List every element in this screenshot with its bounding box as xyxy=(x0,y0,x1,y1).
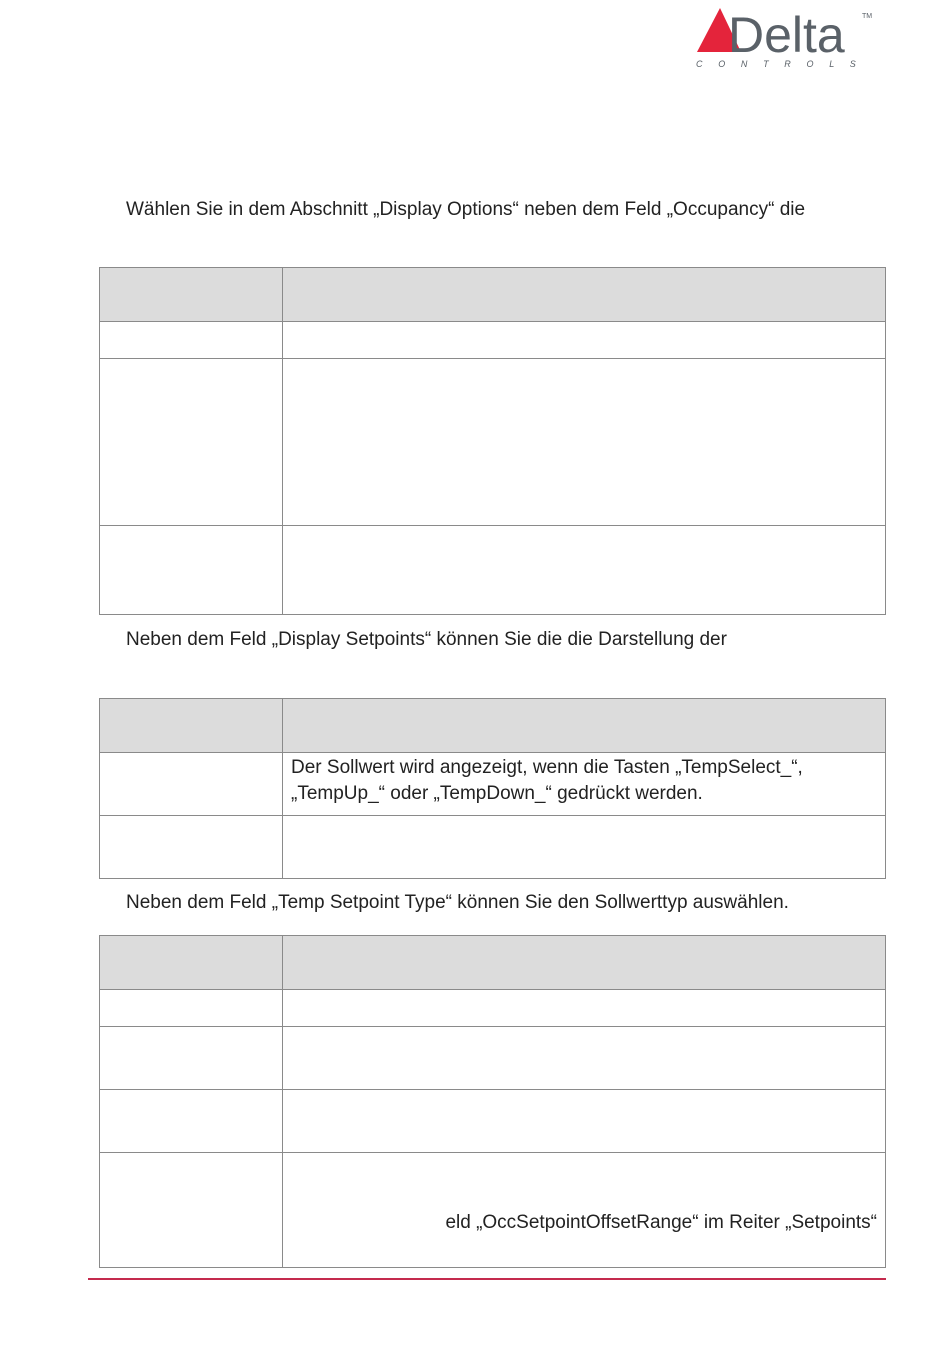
table-cell xyxy=(283,1153,886,1268)
table-cell: Der Sollwert wird angezeigt, wenn die Tasten „TempSelect_“, „TempUp_“ oder „TempDown_“ gedrückt werden. xyxy=(283,753,886,816)
table-cell xyxy=(283,322,886,359)
temp-setpoint-type-table xyxy=(99,935,886,1268)
table-cell xyxy=(100,753,283,816)
table-header-row xyxy=(100,699,886,753)
table-cell-text-fragment: eld „OccSetpointOffsetRange“ im Reiter „Setpoints“ xyxy=(445,1212,877,1233)
table-cell xyxy=(283,1027,886,1090)
paragraph-occupancy: Wählen Sie in dem Abschnitt „Display Options“ neben dem Feld „Occupancy“ die xyxy=(126,199,806,220)
table-row xyxy=(100,526,886,615)
table-header-cell xyxy=(283,699,886,753)
table-header-cell xyxy=(100,936,283,990)
table-row xyxy=(100,753,886,816)
logo-trademark: TM xyxy=(862,13,873,20)
table-header-cell xyxy=(100,699,283,753)
table-header-cell xyxy=(283,268,886,322)
logo-subtitle: C O N T R O L S xyxy=(696,59,863,69)
table-row xyxy=(100,359,886,526)
logo-wordmark: Delta xyxy=(728,7,845,63)
table-cell xyxy=(100,1153,283,1268)
delta-controls-logo xyxy=(694,6,874,70)
table-row xyxy=(100,1090,886,1153)
occupancy-options-table xyxy=(99,267,886,615)
table-cell xyxy=(283,359,886,526)
display-setpoints-table xyxy=(99,698,886,879)
table-header-cell xyxy=(100,268,283,322)
table-row xyxy=(100,322,886,359)
table-cell xyxy=(100,322,283,359)
table-row xyxy=(100,990,886,1027)
table-cell xyxy=(283,816,886,879)
table-header-row xyxy=(100,936,886,990)
paragraph-display-setpoints: Neben dem Feld „Display Setpoints“ können Sie die die Darstellung der xyxy=(126,629,727,650)
table-cell xyxy=(283,526,886,615)
table-cell xyxy=(100,1090,283,1153)
table-row xyxy=(100,816,886,879)
table-row xyxy=(100,1027,886,1090)
footer-rule xyxy=(88,1278,886,1280)
table-cell xyxy=(100,526,283,615)
table-row xyxy=(100,1153,886,1268)
table-header-cell xyxy=(283,936,886,990)
table-cell xyxy=(100,816,283,879)
table-cell xyxy=(283,990,886,1027)
table-cell xyxy=(100,1027,283,1090)
table-header-row xyxy=(100,268,886,322)
paragraph-temp-setpoint-type: Neben dem Feld „Temp Setpoint Type“ können Sie den Sollwerttyp auswählen. xyxy=(126,892,789,913)
table-cell xyxy=(100,359,283,526)
table-cell xyxy=(100,990,283,1027)
table-cell xyxy=(283,1090,886,1153)
